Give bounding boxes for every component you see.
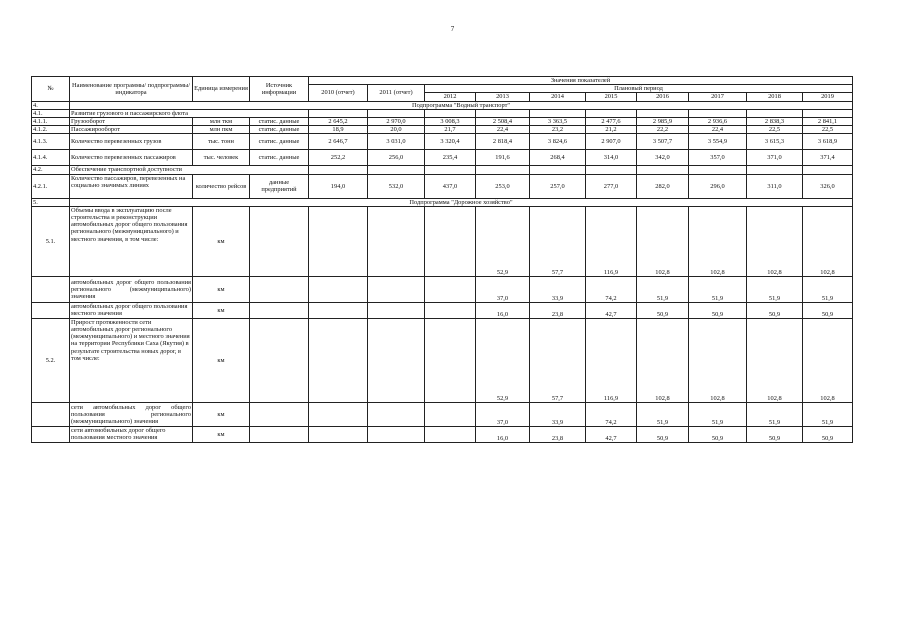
value-cell: 3 615,3 bbox=[747, 134, 803, 150]
value-cell: 235,4 bbox=[425, 150, 476, 166]
value-cell: 3 320,4 bbox=[425, 134, 476, 150]
empty-cell bbox=[803, 109, 853, 117]
section-row bbox=[32, 198, 853, 206]
table-row bbox=[32, 276, 853, 302]
value-cell: 194,0 bbox=[309, 174, 368, 198]
row-number bbox=[32, 402, 70, 426]
value-cell: 253,0 bbox=[476, 174, 530, 198]
value-cell: 277,0 bbox=[586, 174, 637, 198]
empty-cell bbox=[637, 166, 689, 174]
row-number: 4.2.1. bbox=[32, 174, 70, 198]
header-year-2010: 2010 (отчет) bbox=[309, 85, 368, 101]
subsection-title: Обеспечение транспортной доступности bbox=[70, 166, 309, 174]
section-number: 5. bbox=[32, 198, 70, 206]
row-number: 4.1.1. bbox=[32, 118, 70, 126]
header-year: 2013 bbox=[476, 93, 530, 101]
value-cell bbox=[309, 402, 368, 426]
value-cell: 21,7 bbox=[425, 126, 476, 134]
value-cell: 21,2 bbox=[586, 126, 637, 134]
unit-cell: км bbox=[193, 302, 250, 318]
value-cell: 437,0 bbox=[425, 174, 476, 198]
value-cell: 3 507,7 bbox=[637, 134, 689, 150]
value-cell: 18,9 bbox=[309, 126, 368, 134]
value-cell: 102,8 bbox=[803, 206, 853, 276]
unit-cell: км bbox=[193, 402, 250, 426]
unit-cell: км bbox=[193, 206, 250, 276]
value-cell: 50,9 bbox=[637, 426, 689, 442]
section-title: Подпрограмма "Дорожное хозяйство" bbox=[70, 198, 853, 206]
table-row bbox=[32, 134, 853, 150]
indicator-name: автомобильных дорог общего пользования местного значения bbox=[70, 302, 193, 318]
value-cell: 33,9 bbox=[530, 276, 586, 302]
value-cell: 102,8 bbox=[637, 318, 689, 402]
value-cell: 102,8 bbox=[637, 206, 689, 276]
value-cell: 2 936,6 bbox=[689, 118, 747, 126]
value-cell: 50,9 bbox=[803, 302, 853, 318]
unit-cell: тыс. тонн bbox=[193, 134, 250, 150]
row-number: 4.1.4. bbox=[32, 150, 70, 166]
value-cell: 16,0 bbox=[476, 302, 530, 318]
value-cell bbox=[368, 276, 425, 302]
table-row bbox=[32, 318, 853, 402]
table-row bbox=[32, 126, 853, 134]
value-cell: 3 031,0 bbox=[368, 134, 425, 150]
header-year-2011: 2011 (отчет) bbox=[368, 85, 425, 101]
value-cell: 2 645,2 bbox=[309, 118, 368, 126]
header-name: Наименование программы/ подпрограммы/ индикатора bbox=[70, 77, 193, 102]
table-row bbox=[32, 426, 853, 442]
value-cell: 33,9 bbox=[530, 402, 586, 426]
empty-cell bbox=[530, 166, 586, 174]
subsection-row bbox=[32, 166, 853, 174]
empty-cell bbox=[689, 166, 747, 174]
value-cell: 51,9 bbox=[803, 402, 853, 426]
indicator-name: Грузооборот bbox=[70, 118, 193, 126]
value-cell: 3 363,5 bbox=[530, 118, 586, 126]
empty-cell bbox=[368, 166, 425, 174]
table-row bbox=[32, 118, 853, 126]
table-row bbox=[32, 206, 853, 276]
header-values: Значения показателей bbox=[309, 77, 853, 85]
value-cell: 371,0 bbox=[747, 150, 803, 166]
value-cell: 51,9 bbox=[747, 276, 803, 302]
value-cell: 2 838,3 bbox=[747, 118, 803, 126]
value-cell bbox=[368, 206, 425, 276]
source-cell: статис. данные bbox=[250, 134, 309, 150]
row-number: 4.1.2. bbox=[32, 126, 70, 134]
empty-cell bbox=[425, 109, 476, 117]
subsection-number: 4.1. bbox=[32, 109, 70, 117]
header-year: 2018 bbox=[747, 93, 803, 101]
value-cell: 50,9 bbox=[747, 302, 803, 318]
table-row bbox=[32, 402, 853, 426]
value-cell bbox=[309, 318, 368, 402]
table-row bbox=[32, 302, 853, 318]
source-cell: статис. данные bbox=[250, 118, 309, 126]
source-cell bbox=[250, 426, 309, 442]
value-cell: 2 508,4 bbox=[476, 118, 530, 126]
header-row-1 bbox=[32, 77, 853, 85]
row-number bbox=[32, 426, 70, 442]
value-cell: 2 985,9 bbox=[637, 118, 689, 126]
value-cell bbox=[309, 302, 368, 318]
value-cell: 256,0 bbox=[368, 150, 425, 166]
unit-cell: км bbox=[193, 426, 250, 442]
row-number bbox=[32, 276, 70, 302]
value-cell: 102,8 bbox=[747, 318, 803, 402]
source-cell: статис. данные bbox=[250, 150, 309, 166]
indicator-name: Пассажирооборот bbox=[70, 126, 193, 134]
value-cell: 22,5 bbox=[803, 126, 853, 134]
value-cell bbox=[425, 426, 476, 442]
value-cell bbox=[368, 402, 425, 426]
value-cell: 102,8 bbox=[747, 206, 803, 276]
value-cell: 22,4 bbox=[689, 126, 747, 134]
indicator-name: Количество пассажиров, перевезенных на социально значимых линиях bbox=[70, 174, 193, 198]
empty-cell bbox=[803, 166, 853, 174]
value-cell: 357,0 bbox=[689, 150, 747, 166]
value-cell: 532,0 bbox=[368, 174, 425, 198]
value-cell: 57,7 bbox=[530, 206, 586, 276]
value-cell: 3 618,9 bbox=[803, 134, 853, 150]
section-row bbox=[32, 101, 853, 109]
value-cell: 2 646,7 bbox=[309, 134, 368, 150]
value-cell: 50,9 bbox=[637, 302, 689, 318]
value-cell: 326,0 bbox=[803, 174, 853, 198]
indicators-table bbox=[31, 76, 853, 443]
value-cell: 102,8 bbox=[689, 206, 747, 276]
value-cell: 74,2 bbox=[586, 276, 637, 302]
value-cell: 257,0 bbox=[530, 174, 586, 198]
value-cell: 23,8 bbox=[530, 302, 586, 318]
row-number bbox=[32, 302, 70, 318]
value-cell: 74,2 bbox=[586, 402, 637, 426]
value-cell: 342,0 bbox=[637, 150, 689, 166]
empty-cell bbox=[476, 166, 530, 174]
value-cell: 51,9 bbox=[689, 276, 747, 302]
section-title: Подпрограмма "Водный транспорт" bbox=[70, 101, 853, 109]
indicator-name: Количество перевезенных пассажиров bbox=[70, 150, 193, 166]
header-year: 2019 bbox=[803, 93, 853, 101]
empty-cell bbox=[747, 109, 803, 117]
row-number: 4.1.3. bbox=[32, 134, 70, 150]
value-cell: 2 818,4 bbox=[476, 134, 530, 150]
value-cell: 23,2 bbox=[530, 126, 586, 134]
row-number: 5.2. bbox=[32, 318, 70, 402]
source-cell: данные предприятий bbox=[250, 174, 309, 198]
empty-cell bbox=[747, 166, 803, 174]
source-cell bbox=[250, 206, 309, 276]
value-cell bbox=[309, 276, 368, 302]
value-cell: 16,0 bbox=[476, 426, 530, 442]
source-cell bbox=[250, 402, 309, 426]
value-cell: 51,9 bbox=[637, 402, 689, 426]
unit-cell: км bbox=[193, 276, 250, 302]
value-cell: 22,5 bbox=[747, 126, 803, 134]
source-cell bbox=[250, 318, 309, 402]
table-row bbox=[32, 174, 853, 198]
value-cell: 2 477,6 bbox=[586, 118, 637, 126]
indicator-name: Количество перевезенных грузов bbox=[70, 134, 193, 150]
header-unit: Единица измерения bbox=[193, 77, 250, 102]
value-cell: 296,0 bbox=[689, 174, 747, 198]
indicator-name: Прирост протяженности сети автомобильных дорог регионального (межмуниципального) и местного значения на территории Республики Саха (Якутия) в результате строительства новых дорог, в том числе: bbox=[70, 318, 193, 402]
source-cell: статис. данные bbox=[250, 126, 309, 134]
value-cell: 20,0 bbox=[368, 126, 425, 134]
value-cell bbox=[425, 402, 476, 426]
value-cell: 51,9 bbox=[689, 402, 747, 426]
unit-cell: тыс. человек bbox=[193, 150, 250, 166]
empty-cell bbox=[586, 166, 637, 174]
value-cell bbox=[368, 318, 425, 402]
value-cell: 371,4 bbox=[803, 150, 853, 166]
header-year: 2017 bbox=[689, 93, 747, 101]
indicator-name: сети автомобильных дорог общего пользования регионального (межмуниципального) значения bbox=[71, 403, 191, 425]
value-cell: 42,7 bbox=[586, 302, 637, 318]
value-cell: 50,9 bbox=[689, 426, 747, 442]
empty-cell bbox=[368, 109, 425, 117]
value-cell: 116,9 bbox=[586, 206, 637, 276]
value-cell bbox=[425, 206, 476, 276]
value-cell: 2 907,0 bbox=[586, 134, 637, 150]
empty-cell bbox=[309, 166, 368, 174]
value-cell bbox=[309, 426, 368, 442]
value-cell: 23,8 bbox=[530, 426, 586, 442]
header-no: № bbox=[32, 77, 70, 102]
value-cell bbox=[368, 302, 425, 318]
indicator-name: сети автомобильных дорог общего пользования местного значения bbox=[70, 426, 193, 442]
value-cell: 2 970,0 bbox=[368, 118, 425, 126]
value-cell: 42,7 bbox=[586, 426, 637, 442]
source-cell bbox=[250, 276, 309, 302]
value-cell: 252,2 bbox=[309, 150, 368, 166]
value-cell: 51,9 bbox=[803, 276, 853, 302]
value-cell: 22,2 bbox=[637, 126, 689, 134]
value-cell: 268,4 bbox=[530, 150, 586, 166]
section-number: 4. bbox=[32, 101, 70, 109]
value-cell: 37,0 bbox=[476, 402, 530, 426]
empty-cell bbox=[425, 166, 476, 174]
indicator-name: автомобильных дорог общего пользования регионального (межмуниципального) значения bbox=[70, 276, 193, 302]
header-year: 2016 bbox=[637, 93, 689, 101]
empty-cell bbox=[586, 109, 637, 117]
value-cell bbox=[309, 206, 368, 276]
subsection-number: 4.2. bbox=[32, 166, 70, 174]
value-cell: 116,9 bbox=[586, 318, 637, 402]
value-cell: 50,9 bbox=[803, 426, 853, 442]
value-cell: 52,9 bbox=[476, 206, 530, 276]
value-cell: 311,0 bbox=[747, 174, 803, 198]
value-cell: 51,9 bbox=[637, 276, 689, 302]
empty-cell bbox=[309, 109, 368, 117]
header-source: Источник информации bbox=[250, 77, 309, 102]
page-number: 7 bbox=[450, 25, 455, 33]
table-row bbox=[32, 150, 853, 166]
header-year: 2012 bbox=[425, 93, 476, 101]
header-year: 2015 bbox=[586, 93, 637, 101]
value-cell: 57,7 bbox=[530, 318, 586, 402]
value-cell bbox=[425, 302, 476, 318]
empty-cell bbox=[476, 109, 530, 117]
subsection-row bbox=[32, 109, 853, 117]
value-cell: 50,9 bbox=[689, 302, 747, 318]
indicator-name: Объемы ввода в эксплуатацию после строительства и реконструкции автомобильных дорог общего пользования регионального (межмуниципального) и местного значения, в том числе: bbox=[70, 206, 193, 276]
empty-cell bbox=[689, 109, 747, 117]
value-cell: 52,9 bbox=[476, 318, 530, 402]
header-plan-period: Плановый период bbox=[425, 85, 853, 93]
value-cell: 3 554,9 bbox=[689, 134, 747, 150]
unit-cell: км bbox=[193, 318, 250, 402]
value-cell: 51,9 bbox=[747, 402, 803, 426]
unit-cell: количество рейсов bbox=[193, 174, 250, 198]
value-cell: 50,9 bbox=[747, 426, 803, 442]
empty-cell bbox=[530, 109, 586, 117]
value-cell: 3 824,6 bbox=[530, 134, 586, 150]
empty-cell bbox=[637, 109, 689, 117]
source-cell bbox=[250, 302, 309, 318]
value-cell: 102,8 bbox=[689, 318, 747, 402]
value-cell: 2 841,1 bbox=[803, 118, 853, 126]
value-cell: 37,0 bbox=[476, 276, 530, 302]
unit-cell: млн ткм bbox=[193, 118, 250, 126]
subsection-title: Развитие грузового и пассажирского флота bbox=[70, 109, 309, 117]
header-year: 2014 bbox=[530, 93, 586, 101]
value-cell: 102,8 bbox=[803, 318, 853, 402]
value-cell: 314,0 bbox=[586, 150, 637, 166]
unit-cell: млн пкм bbox=[193, 126, 250, 134]
row-number: 5.1. bbox=[32, 206, 70, 276]
value-cell: 282,0 bbox=[637, 174, 689, 198]
value-cell: 3 008,3 bbox=[425, 118, 476, 126]
value-cell bbox=[368, 426, 425, 442]
value-cell: 191,6 bbox=[476, 150, 530, 166]
value-cell bbox=[425, 318, 476, 402]
value-cell bbox=[425, 276, 476, 302]
value-cell: 22,4 bbox=[476, 126, 530, 134]
